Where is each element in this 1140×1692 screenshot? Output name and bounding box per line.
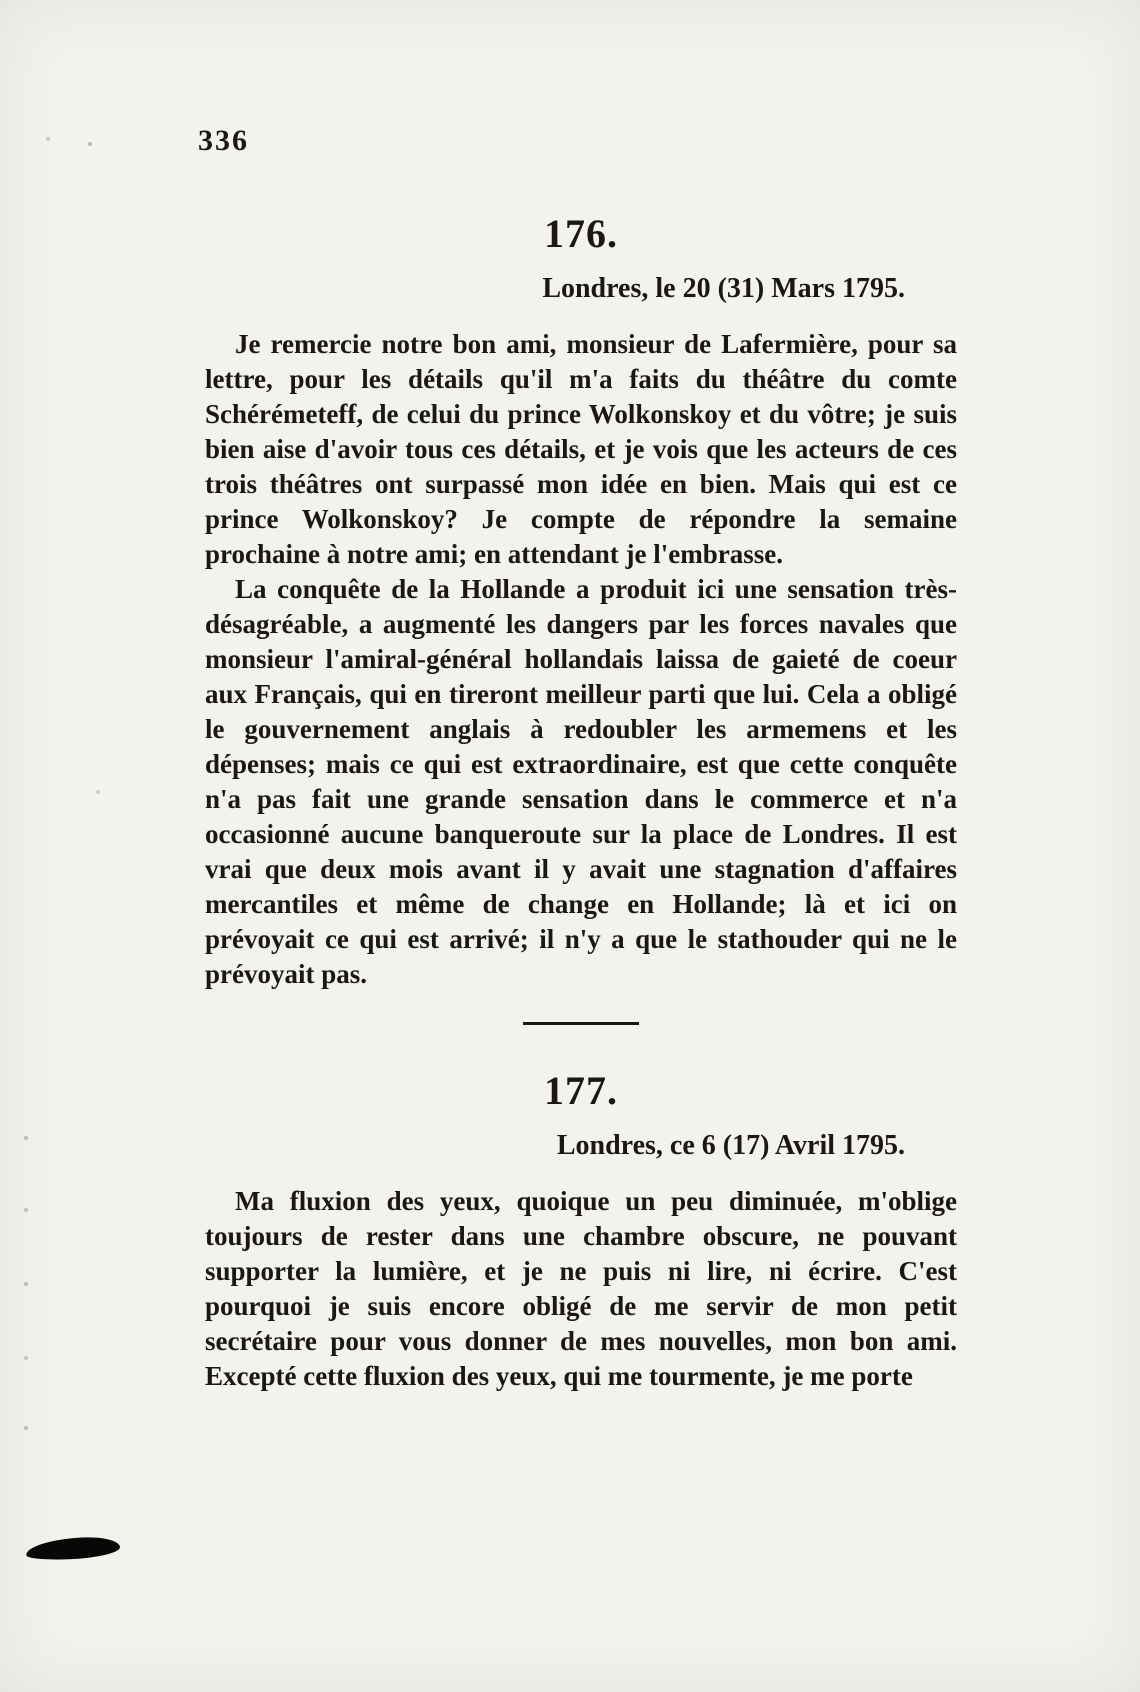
letter-177 (205, 1025, 957, 1394)
scan-speck (96, 790, 100, 794)
text-column (205, 0, 957, 1394)
ink-smudge (26, 1536, 121, 1562)
scan-speck (24, 1136, 28, 1140)
scan-speck (88, 142, 92, 146)
scan-speck (46, 137, 50, 141)
letter-176-paragraph-1: Je remercie notre bon ami, monsieur de Lafermière, pour sa lettre, pour les détails qu'il m'a faits du théâtre du comte Schérémeteff, de celui du prince Wolkonskoy et du vôtre; je suis bien aise d'avoir tous ces détails, et je vois que les acteurs de ces trois théâtres ont surpassé mon idée en bien. Mais qui est ce prince Wolkonskoy? Je compte de répondre la semaine prochaine à notre ami; en attendant je l'embrasse. (205, 329, 957, 569)
letter-177-dateline: Londres, ce 6 (17) Avril 1795. (556, 1130, 905, 1161)
scan-speck (24, 1282, 28, 1286)
scan-speck (24, 1208, 28, 1212)
scan-speck (24, 1426, 28, 1430)
letter-176 (205, 0, 957, 992)
letter-176-paragraph-2: La conquête de la Hollande a produit ici une sensation très-désagréable, a augmenté les dangers par les forces navales que monsieur l'amiral-général hollandais laissa de gaieté de coeur aux Français, qui en tireront meilleur parti que lui. Cela a obligé le gouvernement anglais à redoubler les armemens et les dépenses; mais ce qui est extraordinaire, est que cette conquête n'a pas fait une grande sensation dans le commerce et n'a occasionné aucune banqueroute sur la place de Londres. Il est vrai que deux mois avant il y avait une stagnation d'affaires mercantiles et même de change en Hollande; là et ici on prévoyait ce qui est arrivé; il n'y a que le stathouder qui ne le prévoyait pas. (205, 574, 957, 989)
scan-speck (24, 1356, 28, 1360)
letter-177-paragraph-1: Ma fluxion des yeux, quoique un peu diminuée, m'oblige toujours de rester dans une chambre obscure, ne pouvant supporter la lumière, et je ne puis ni lire, ni écrire. C'est pourquoi je suis encore obligé de me servir de mon petit secrétaire pour vous donner de mes nouvelles, mon bon ami. Excepté cette fluxion des yeux, qui me tourmente, je me porte (205, 1186, 957, 1391)
letter-176-heading: 176. (544, 211, 618, 256)
letter-176-dateline: Londres, le 20 (31) Mars 1795. (542, 273, 905, 304)
page-number: 336 (198, 124, 249, 157)
letter-177-heading: 177. (544, 1068, 618, 1113)
